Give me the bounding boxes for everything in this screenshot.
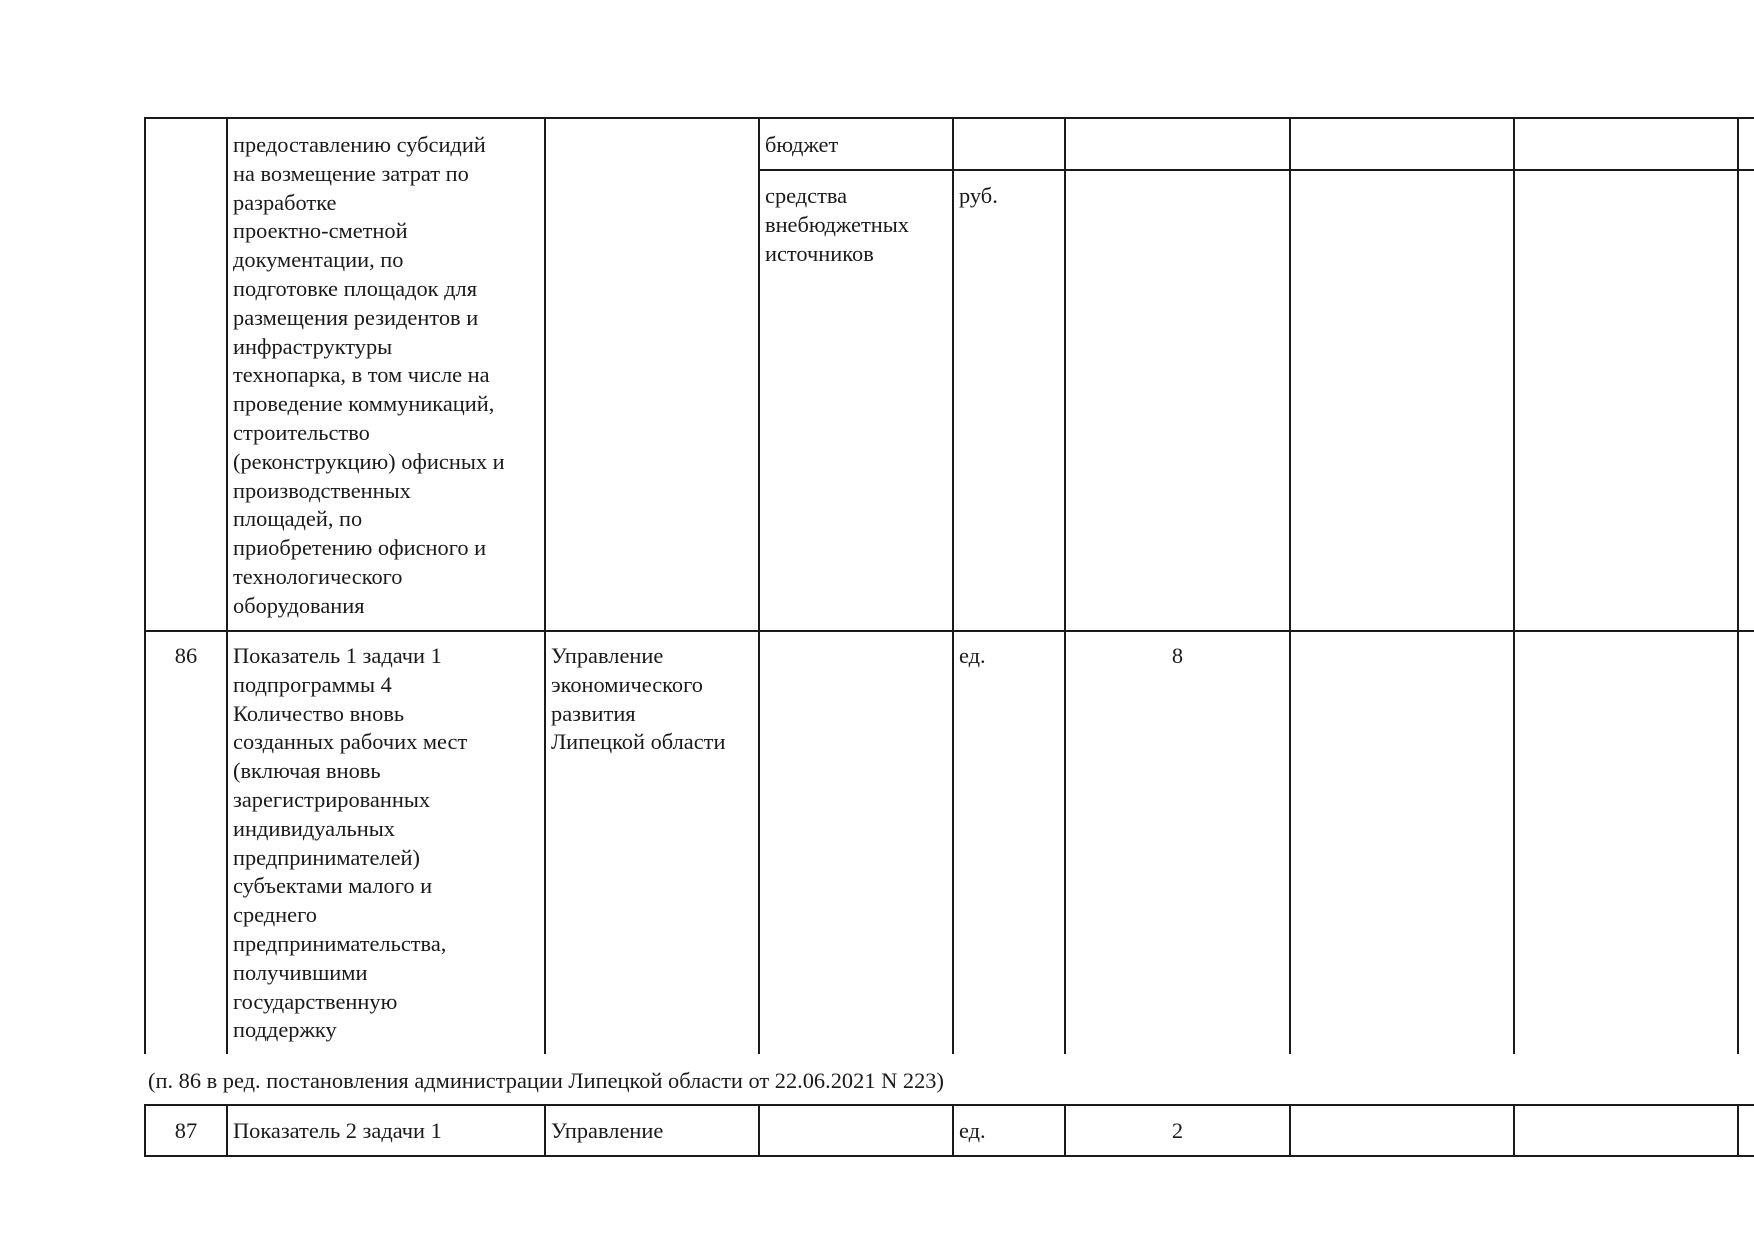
- cell-source-budget: бюджет: [765, 132, 839, 157]
- table-col-line: [758, 117, 760, 1054]
- table-col-line: [1289, 117, 1291, 1054]
- amendment-note: (п. 86 в ред. постановления администрации Липецкой области от 22.06.2021 N 223): [148, 1068, 944, 1093]
- table-col-line: [758, 1104, 760, 1156]
- cell-responsible-86: Управление экономического развития Липецкой области: [551, 643, 726, 755]
- cell-value-87: 2: [1171, 1118, 1184, 1143]
- table-col-line: [1737, 1104, 1739, 1156]
- table-col-line: [952, 1104, 954, 1156]
- table-col-line: [1064, 117, 1066, 1054]
- table-col-line: [1513, 117, 1515, 1054]
- cell-name-continuation: предоставлению субсидий на возмещение затрат по разработке проектно-сметной документации, по подготовке площадок для размещения резидентов и инфраструктуры технопарка, в том числе на проведение коммуникаций, строительство (реконструкцию) офисных и производственных площадей, по приобретению офисного и технологического оборудования: [233, 132, 505, 618]
- table-col-line: [1737, 117, 1739, 1054]
- table-col-line: [226, 1104, 228, 1156]
- table-col-line: [226, 117, 228, 1054]
- cell-num-86: 86: [174, 643, 198, 668]
- table-col-line: [952, 117, 954, 1054]
- cell-responsible-87: Управление: [551, 1118, 664, 1143]
- cell-num-87: 87: [174, 1118, 198, 1143]
- table-col-line: [144, 117, 146, 1054]
- table-col-line: [1289, 1104, 1291, 1156]
- table-rule-sub: [759, 169, 1754, 171]
- table-col-line: [1513, 1104, 1515, 1156]
- cell-unit-offbudget: руб.: [959, 183, 998, 208]
- table-col-line: [544, 1104, 546, 1156]
- cell-name-87: Показатель 2 задачи 1: [233, 1118, 442, 1143]
- cell-unit-87: ед.: [959, 1118, 986, 1143]
- cell-source-offbudget: средства внебюджетных источников: [765, 183, 909, 266]
- cell-name-86: Показатель 1 задачи 1 подпрограммы 4 Количество вновь созданных рабочих мест (включая вновь зарегистрированных индивидуальных предпринимателей) субъектами малого и среднего предпринимательства, получившими государственную поддержку: [233, 643, 468, 1043]
- cell-unit-86: ед.: [959, 643, 986, 668]
- table-col-line: [544, 117, 546, 1054]
- cell-value-86: 8: [1171, 643, 1184, 668]
